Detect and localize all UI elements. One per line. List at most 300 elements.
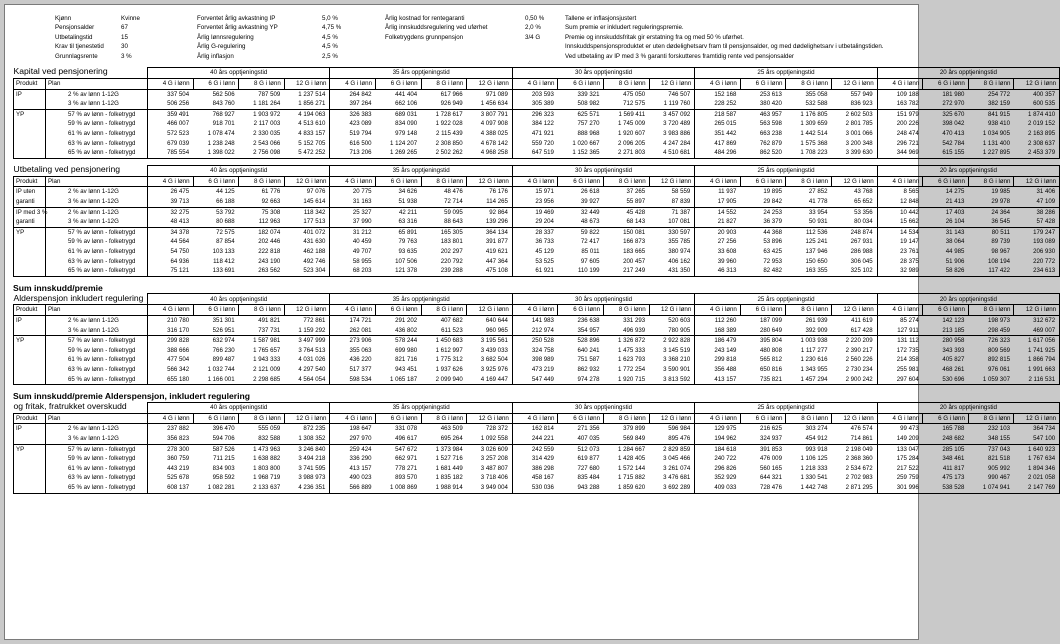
cell-value: 441 404 (376, 89, 422, 99)
cell-value: 53 792 (193, 207, 239, 217)
cell-value: 895 476 (668, 434, 691, 442)
parameter-row (385, 14, 565, 23)
cell-value: 2 147 769 (1014, 483, 1060, 493)
cell-value: 85 011 (581, 248, 600, 256)
cell-value: 112 260 (695, 316, 741, 326)
column-header-8-g-i-lønn: 8 G i lønn (604, 305, 650, 316)
cell-value: 388 666 (148, 346, 194, 356)
cell-value: 80 034 (854, 218, 873, 226)
cell-value: 352 929 (695, 473, 741, 483)
cell-value: 55 897 (626, 198, 646, 206)
cell-value: 107 081 (668, 218, 691, 226)
cell-value: 248 682 (942, 434, 965, 442)
column-header-4-g-i-lønn: 4 G i lønn (877, 79, 923, 90)
table-row (14, 187, 1060, 197)
cell-value: 14 552 (695, 207, 741, 217)
cell-value: 926 949 (440, 100, 463, 108)
cell-value: 4 194 063 (284, 109, 330, 119)
column-header-6-g-i-lønn: 6 G i lønn (193, 413, 239, 424)
parameter-row (197, 14, 385, 23)
cell-value: 187 099 (740, 316, 786, 326)
cell-value: 496 939 (623, 326, 646, 334)
cell-value: 31 406 (1014, 187, 1060, 197)
cell-value: 1 894 346 (1014, 464, 1060, 474)
cell-value: 594 706 (212, 434, 235, 442)
cell-value: 841 915 (968, 109, 1014, 119)
parameter-label: Grunnlagsrente (55, 52, 98, 60)
cell-value: 3 195 561 (467, 336, 513, 346)
cell-value: 454 912 (805, 434, 828, 442)
cell-value: 344 969 (877, 148, 923, 158)
column-header-4-g-i-lønn: 4 G i lønn (877, 176, 923, 187)
cell-value: 131 112 (877, 336, 923, 346)
cell-value: 379 899 (604, 424, 650, 434)
cell-value: 711 215 (213, 455, 235, 463)
cell-value: 1 078 474 (207, 130, 235, 138)
cell-value: 165 305 (421, 227, 467, 237)
cell-value: 203 593 (512, 89, 558, 99)
cell-value: 476 009 (759, 455, 782, 463)
cell-plan: 2 % av lønn 1-12G (46, 424, 148, 434)
cell-value: 547 100 (1014, 434, 1060, 444)
table-row (14, 346, 1060, 356)
cell-value: 2 534 672 (845, 464, 873, 472)
cell-produkt (14, 434, 46, 444)
column-header-4-g-i-lønn: 4 G i lønn (512, 176, 558, 187)
table-row (14, 119, 1060, 129)
cell-value: 1 176 805 (786, 109, 832, 119)
cell-value: 3 807 791 (467, 109, 513, 119)
cell-value: 37 990 (330, 217, 376, 227)
cell-value: 325 102 (832, 266, 878, 276)
cell-value: 1 920 607 (618, 130, 646, 138)
cell-value: 714 861 (850, 434, 873, 442)
cell-value: 253 613 (740, 89, 786, 99)
cell-produkt: YP (14, 444, 46, 454)
group-header-5: 20 års opptjeningstid (877, 67, 1059, 78)
cell-value: 1 428 405 (618, 455, 646, 463)
cell-value: 93 635 (398, 248, 418, 256)
column-header-8-g-i-lønn: 8 G i lønn (239, 79, 285, 90)
cell-value: 616 500 (330, 139, 376, 149)
cell-value: 1 937 626 (435, 365, 463, 373)
cell-value: 133 047 (877, 444, 923, 454)
cell-value: 79 763 (398, 238, 418, 246)
cell-value: 728 476 (740, 483, 786, 493)
cell-value: 542 784 (942, 139, 965, 147)
cell-value: 32 989 (877, 266, 923, 276)
cell-value: 10 442 (877, 207, 923, 217)
cell-value: 359 491 (148, 109, 194, 119)
cell-plan: 61 % av lønn - folketrygd (46, 355, 148, 365)
cell-value: 862 520 (740, 148, 786, 158)
cell-value: 728 372 (467, 424, 513, 434)
cell-value: 413 157 (330, 464, 376, 474)
cell-value: 194 962 (695, 434, 741, 444)
cell-value: 264 842 (330, 89, 376, 99)
cell-value: 297 970 (330, 434, 376, 444)
cell-value: 409 033 (695, 483, 741, 493)
cell-value: 66 188 (216, 198, 235, 206)
table-caption-cell: Alderspensjon inkludert regulering (13, 292, 144, 303)
parameter-row (55, 52, 197, 61)
cell-produkt: garanti (14, 197, 46, 207)
parameter-value: 2,5 % (322, 52, 338, 60)
cell-value: 355 063 (330, 346, 376, 356)
table-row (14, 109, 1060, 119)
cell-produkt (14, 346, 46, 356)
cell-value: 172 735 (877, 346, 923, 356)
cell-value: 458 167 (512, 473, 558, 483)
cell-value: 85 274 (877, 316, 923, 326)
cell-value: 242 559 (512, 444, 558, 454)
table-row (14, 197, 1060, 207)
table-caption-cell: og fritak, fratrukket overskudd (13, 401, 127, 412)
cell-value: 348 461 (942, 455, 965, 463)
cell-produkt (14, 148, 46, 158)
cell-value: 248 874 (832, 227, 878, 237)
cell-value: 296 323 (512, 109, 558, 119)
cell-value: 200 226 (877, 119, 923, 129)
column-header-6-g-i-lønn: 6 G i lønn (376, 413, 422, 424)
cell-plan: 2 % av lønn 1-12G (46, 187, 148, 197)
group-header-3: 30 års opptjeningstid (512, 402, 694, 413)
data-table-block (13, 391, 1057, 493)
cell-value: 555 059 (239, 424, 285, 434)
cell-value: 2 756 098 (239, 148, 285, 158)
cell-value: 301 996 (877, 483, 923, 493)
parameter-group-1 (55, 14, 197, 61)
cell-value: 98 967 (991, 248, 1010, 256)
cell-value: 477 504 (148, 355, 194, 365)
cell-value: 757 270 (577, 120, 600, 128)
cell-value: 3 487 807 (480, 464, 508, 472)
cell-value: 578 244 (376, 336, 422, 346)
cell-value: 1 903 972 (239, 109, 285, 119)
cell-value: 331 078 (376, 424, 422, 434)
column-header-12-g-i-lønn: 12 G i lønn (649, 176, 695, 187)
cell-value: 133 691 (193, 266, 239, 276)
cell-value: 33 608 (695, 247, 741, 257)
cell-value: 243 149 (695, 346, 741, 356)
cell-value: 1 166 001 (193, 375, 239, 385)
cell-value: 470 413 (942, 130, 965, 138)
group-header-5: 20 års opptjeningstid (877, 294, 1059, 305)
column-header-6-g-i-lønn: 6 G i lønn (740, 176, 786, 187)
column-header-8-g-i-lønn: 8 G i lønn (239, 413, 285, 424)
column-header-6-g-i-lønn: 6 G i lønn (376, 305, 422, 316)
cell-value: 1 920 715 (604, 375, 650, 385)
cell-plan: 59 % av lønn - folketrygd (46, 454, 148, 464)
column-header-12-g-i-lønn: 12 G i lønn (284, 79, 330, 90)
cell-value: 1 092 558 (480, 434, 508, 442)
cell-produkt (14, 483, 46, 493)
cell-value: 24 253 (740, 207, 786, 217)
cell-value: 380 974 (668, 248, 691, 256)
group-header-4: 25 års opptjeningstid (695, 67, 877, 78)
cell-value: 431 350 (649, 266, 695, 276)
cell-value: 250 528 (512, 336, 558, 346)
cell-value: 259 424 (330, 444, 376, 454)
column-header-produkt: Produkt (14, 79, 46, 90)
cell-plan: 57 % av lønn - folketrygd (46, 109, 148, 119)
cell-value: 217 522 (877, 464, 923, 474)
cell-value: 1 765 657 (253, 346, 281, 354)
cell-value: 834 090 (395, 120, 418, 128)
cell-value: 151 979 (877, 109, 923, 119)
cell-value: 617 428 (850, 326, 873, 334)
cell-value: 1 922 028 (435, 120, 463, 128)
cell-value: 727 680 (577, 464, 600, 472)
cell-value: 39 927 (580, 198, 600, 206)
cell-value: 3 246 840 (284, 444, 330, 454)
cell-value: 298 459 (987, 326, 1010, 334)
cell-value: 316 170 (148, 326, 194, 336)
cell-plan: 59 % av lønn - folketrygd (46, 119, 148, 129)
column-header-12-g-i-lønn: 12 G i lønn (649, 305, 695, 316)
cell-value: 834 903 (212, 464, 235, 472)
cell-value: 47 109 (1014, 197, 1060, 207)
cell-value: 1 238 248 (207, 139, 235, 147)
cell-value: 142 123 (923, 316, 969, 326)
cell-value: 330 597 (649, 227, 695, 237)
cell-value: 1 082 281 (193, 483, 239, 493)
cell-value: 72 575 (193, 227, 239, 237)
table-group-header-row (14, 67, 1060, 78)
cell-value: 2 115 439 (436, 130, 463, 138)
cell-value: 1 152 365 (558, 148, 604, 158)
cell-value: 2 099 940 (421, 375, 467, 385)
page-inner (5, 5, 1057, 494)
column-header-12-g-i-lønn: 12 G i lønn (1014, 79, 1060, 90)
column-header-8-g-i-lønn: 8 G i lønn (239, 305, 285, 316)
cell-plan: 59 % av lønn - folketrygd (46, 237, 148, 247)
cell-value: 492 746 (303, 257, 326, 265)
cell-value: 1 106 125 (800, 455, 828, 463)
column-header-12-g-i-lønn: 12 G i lønn (467, 176, 513, 187)
table-row (14, 139, 1060, 149)
cell-value: 1 227 895 (968, 148, 1014, 158)
parameter-row (55, 33, 197, 42)
parameter-row (197, 23, 385, 32)
cell-value: 53 356 (832, 207, 878, 217)
column-header-8-g-i-lønn: 8 G i lønn (968, 176, 1014, 187)
cell-value: 1 034 905 (982, 130, 1010, 138)
cell-value: 312 672 (1014, 316, 1060, 326)
cell-value: 75 121 (148, 266, 194, 276)
cell-value: 17 403 (923, 207, 969, 217)
cell-value: 3 692 289 (649, 483, 695, 493)
column-header-4-g-i-lønn: 4 G i lønn (330, 305, 376, 316)
cell-value: 974 278 (558, 375, 604, 385)
cell-value: 2 096 205 (618, 139, 646, 147)
cell-value: 2 829 859 (649, 444, 695, 454)
cell-value: 255 981 (877, 365, 923, 375)
parameter-row (55, 42, 197, 51)
cell-value: 127 911 (877, 326, 923, 336)
column-header-6-g-i-lønn: 6 G i lønn (558, 79, 604, 90)
cell-plan: 59 % av lønn - folketrygd (46, 346, 148, 356)
table-group-header-row (14, 294, 1060, 305)
cell-value: 1 131 400 (982, 139, 1010, 147)
cell-value: 139 296 (485, 218, 508, 226)
cell-value: 1 008 869 (376, 483, 422, 493)
table-row (14, 99, 1060, 109)
cell-value: 384 122 (512, 119, 558, 129)
cell-value: 58 826 (923, 266, 969, 276)
column-header-produkt: Produkt (14, 176, 46, 187)
cell-value: 993 918 (786, 444, 832, 454)
column-header-4-g-i-lønn: 4 G i lønn (695, 79, 741, 90)
cell-produkt: IP (14, 424, 46, 434)
cell-value: 125 241 (805, 238, 828, 246)
column-header-12-g-i-lønn: 12 G i lønn (284, 413, 330, 424)
cell-value: 4 297 540 (298, 365, 326, 373)
cell-value: 1 450 683 (421, 336, 467, 346)
cell-value: 2 117 003 (253, 120, 281, 128)
cell-value: 971 089 (467, 89, 513, 99)
column-header-4-g-i-lønn: 4 G i lønn (512, 305, 558, 316)
cell-value: 296 826 (695, 464, 741, 474)
cell-value: 19 895 (740, 187, 786, 197)
cell-value: 2 871 295 (832, 483, 878, 493)
cell-value: 566 889 (330, 483, 376, 493)
cell-value: 843 760 (212, 100, 235, 108)
cell-value: 297 604 (877, 375, 923, 385)
cell-value: 186 479 (695, 336, 741, 346)
cell-value: 1 715 882 (618, 474, 646, 482)
cell-value: 1 308 352 (298, 434, 326, 442)
note-line: Premie og innskuddsfritak gir erstatning fra og med 50 % uførhet. (565, 33, 744, 41)
cell-value: 44 125 (193, 187, 239, 197)
cell-value: 751 587 (577, 356, 600, 364)
cell-value: 419 621 (485, 248, 508, 256)
parameter-row (197, 33, 385, 42)
cell-value: 517 377 (330, 365, 376, 375)
cell-value: 2 801 785 (845, 120, 873, 128)
cell-value: 4 510 681 (649, 148, 695, 158)
group-header-2: 35 års opptjeningstid (330, 402, 512, 413)
cell-value: 216 625 (740, 424, 786, 434)
cell-value: 45 428 (604, 207, 650, 217)
notes-block (565, 14, 884, 61)
cell-value: 407 035 (577, 434, 600, 442)
cell-value: 462 188 (303, 248, 326, 256)
parameter-value: 3/4 G (525, 33, 541, 41)
cell-value: 3 001 066 (845, 130, 873, 138)
cell-value: 265 015 (695, 119, 741, 129)
cell-value: 29 978 (991, 198, 1010, 206)
pension-table (13, 293, 1060, 385)
cell-value: 212 974 (512, 326, 558, 336)
cell-plan: 57 % av lønn - folketrygd (46, 336, 148, 346)
cell-value: 3 813 592 (649, 375, 695, 385)
cell-value: 600 535 (1014, 99, 1060, 109)
note-line: Sum premie er inkludert reguleringspremie. (565, 24, 684, 32)
cell-value: 396 470 (193, 424, 239, 434)
cell-produkt: IP (14, 316, 46, 326)
cell-value: 112 536 (786, 227, 832, 237)
table-row (14, 129, 1060, 139)
cell-value: 407 682 (421, 316, 467, 326)
cell-value: 466 007 (148, 119, 194, 129)
cell-value: 1 623 793 (618, 356, 646, 364)
column-header-plan: Plan (46, 413, 148, 424)
group-header-1: 40 års opptjeningstid (148, 294, 330, 305)
cell-value: 766 230 (212, 346, 235, 354)
cell-value: 640 241 (577, 346, 600, 354)
parameter-row (55, 14, 197, 23)
cell-value: 57 428 (1014, 217, 1060, 227)
cell-produkt (14, 266, 46, 276)
cell-value: 2 702 983 (845, 474, 873, 482)
cell-value: 1 330 541 (800, 474, 828, 482)
cell-value: 386 298 (512, 464, 558, 474)
cell-plan: 63 % av lønn - folketrygd (46, 473, 148, 483)
cell-plan: 61 % av lønn - folketrygd (46, 247, 148, 257)
column-header-6-g-i-lønn: 6 G i lønn (193, 176, 239, 187)
cell-value: 27 256 (695, 237, 741, 247)
cell-value: 51 938 (398, 198, 418, 206)
cell-value: 360 759 (148, 454, 194, 464)
cell-value: 44 564 (148, 237, 194, 247)
cell-value: 3 399 630 (832, 148, 878, 158)
cell-value: 1 569 411 (604, 109, 650, 119)
cell-value: 234 613 (1014, 266, 1060, 276)
table-group-header-row (14, 165, 1060, 176)
column-header-4-g-i-lønn: 4 G i lønn (148, 79, 194, 90)
cell-value: 1 803 800 (253, 464, 281, 472)
cell-value: 65 891 (376, 227, 422, 237)
cell-value: 1 309 659 (800, 120, 828, 128)
parameter-row (55, 23, 197, 32)
parameter-label: Krav til tjenestetid (55, 43, 104, 51)
column-header-8-g-i-lønn: 8 G i lønn (968, 79, 1014, 90)
column-header-6-g-i-lønn: 6 G i lønn (193, 305, 239, 316)
cell-value: 236 638 (558, 316, 604, 326)
cell-value: 1 230 616 (800, 356, 828, 364)
cell-value: 27 852 (786, 187, 832, 197)
cell-value: 3 988 973 (298, 474, 326, 482)
cell-value: 4 097 908 (480, 120, 508, 128)
cell-value: 28 337 (512, 227, 558, 237)
cell-value: 508 982 (577, 100, 600, 108)
cell-value: 20 775 (330, 187, 376, 197)
column-header-12-g-i-lønn: 12 G i lønn (1014, 305, 1060, 316)
cell-value: 58 559 (649, 187, 695, 197)
cell-value: 530 696 (923, 375, 969, 385)
column-header-8-g-i-lønn: 8 G i lønn (968, 413, 1014, 424)
cell-value: 61 776 (239, 187, 285, 197)
column-header-8-g-i-lønn: 8 G i lønn (421, 413, 467, 424)
cell-value: 619 877 (577, 455, 600, 463)
cell-value: 53 896 (763, 238, 782, 246)
cell-value: 82 482 (740, 266, 786, 276)
cell-produkt (14, 464, 46, 474)
cell-value: 475 108 (467, 266, 513, 276)
cell-value: 114 265 (486, 198, 508, 206)
cell-value: 29 842 (763, 198, 782, 206)
cell-value: 1 772 254 (618, 365, 646, 373)
cell-value: 762 879 (759, 139, 782, 147)
parameter-value: 2,0 % (525, 24, 541, 32)
column-header-12-g-i-lønn: 12 G i lønn (832, 413, 878, 424)
cell-value: 109 188 (877, 89, 923, 99)
cell-value: 38 064 (945, 238, 965, 246)
cell-value: 4 031 026 (298, 356, 326, 364)
cell-value: 306 045 (850, 257, 873, 265)
cell-value: 468 261 (942, 365, 965, 373)
